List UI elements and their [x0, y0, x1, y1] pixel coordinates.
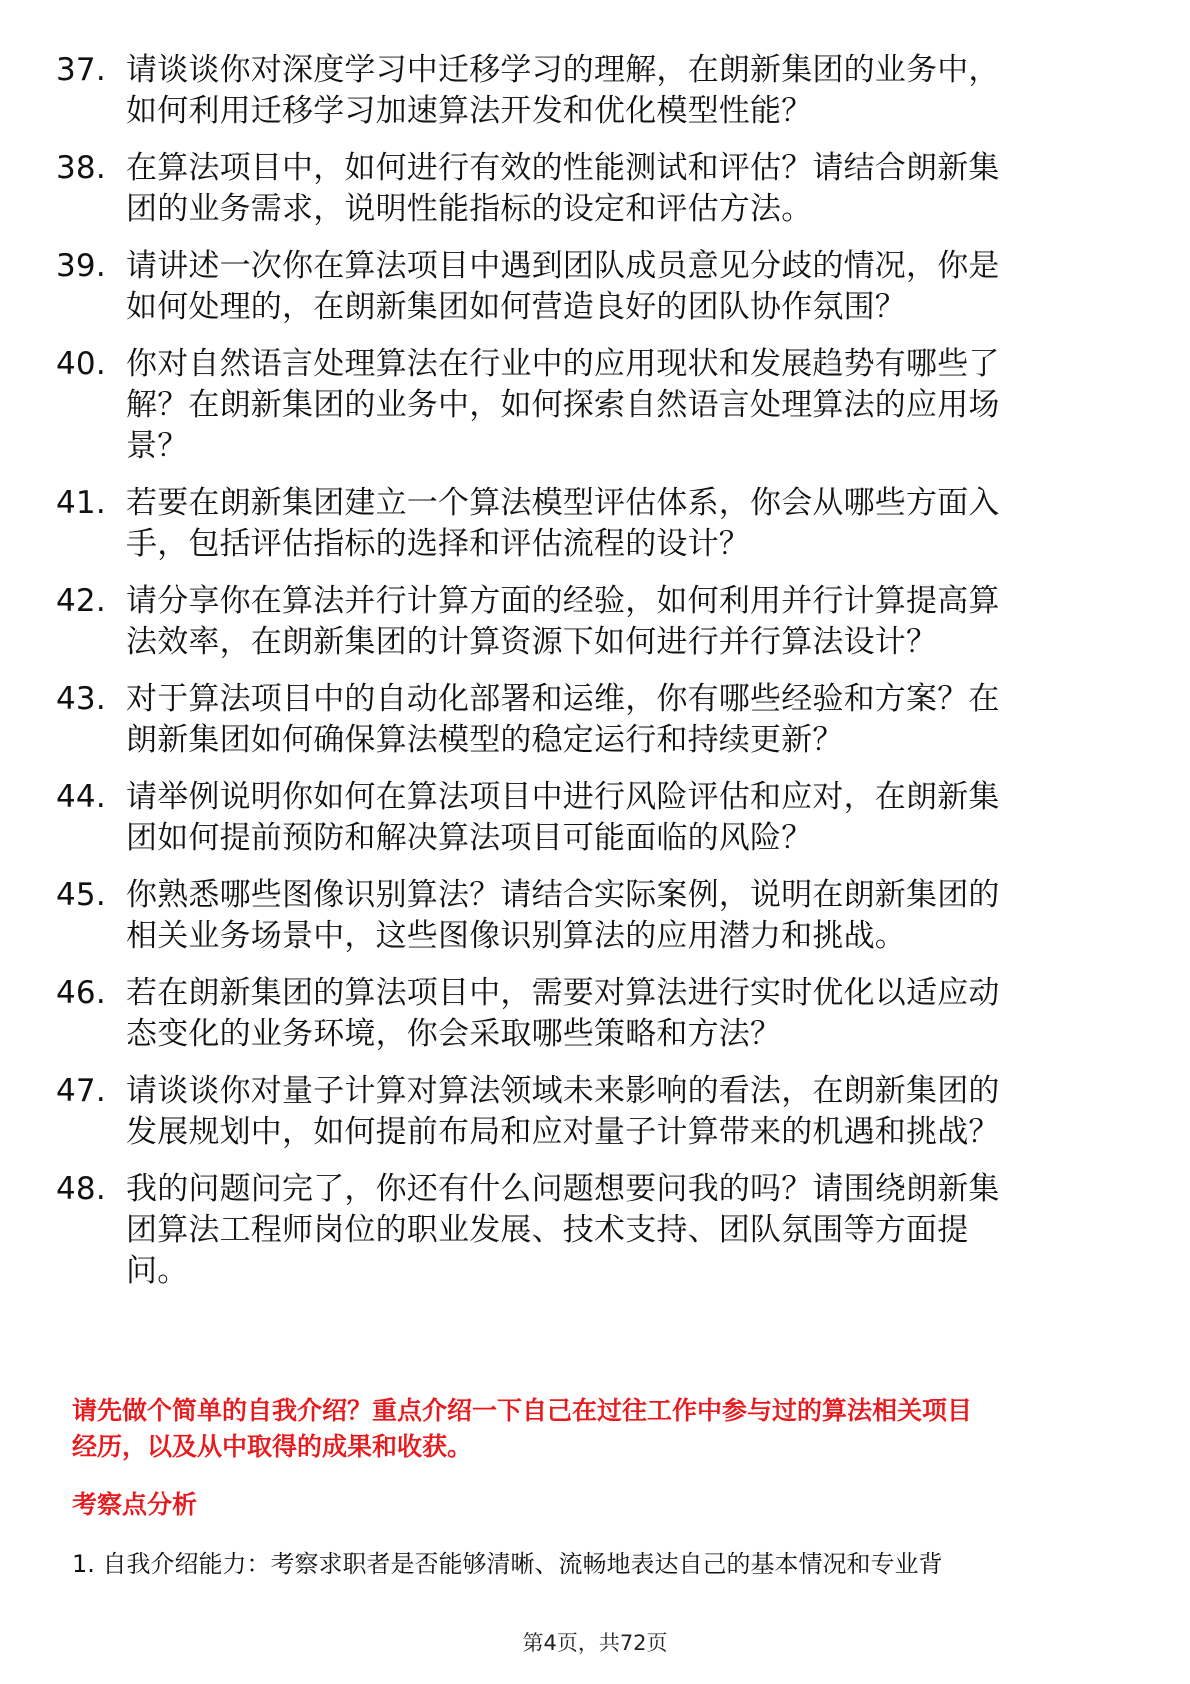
question-number: 37. [56, 52, 106, 88]
question-line: 你熟悉哪些图像识别算法？请结合实际案例，说明在朗新集团的 [126, 877, 1000, 913]
question-number: 38. [56, 150, 106, 186]
question-number: 41. [56, 485, 106, 521]
question-item-46 [56, 973, 1116, 1055]
question-item-43 [56, 679, 1116, 761]
question-line: 若要在朗新集团建立一个算法模型评估体系，你会从哪些方面入 [126, 485, 1000, 521]
question-line: 如何处理的，在朗新集团如何营造良好的团队协作氛围？ [126, 289, 906, 325]
question-line: 若在朗新集团的算法项目中，需要对算法进行实时优化以适应动 [126, 975, 1000, 1011]
question-number: 48. [56, 1171, 106, 1207]
question-item-47 [56, 1071, 1116, 1153]
question-item-41 [56, 483, 1116, 565]
question-line: 景？ [126, 428, 189, 464]
question-item-45 [56, 875, 1116, 957]
question-line: 解？在朗新集团的业务中，如何探索自然语言处理算法的应用场 [126, 387, 1000, 423]
question-number: 39. [56, 248, 106, 284]
question-line: 请谈谈你对深度学习中迁移学习的理解，在朗新集团的业务中， [126, 52, 1000, 88]
analysis-heading: 考察点分析 [72, 1490, 198, 1519]
question-number: 44. [56, 779, 106, 815]
question-line: 法效率，在朗新集团的计算资源下如何进行并行算法设计？ [126, 624, 938, 660]
featured-question-line: 经历，以及从中取得的成果和收获。 [72, 1432, 473, 1461]
question-line: 请谈谈你对量子计算对算法领域未来影响的看法，在朗新集团的 [126, 1073, 1000, 1109]
question-number: 42. [56, 583, 106, 619]
question-line: 发展规划中，如何提前布局和应对量子计算带来的机遇和挑战？ [126, 1114, 1000, 1150]
page-number: 第4页，共72页 [522, 1631, 668, 1655]
question-item-39 [56, 246, 1116, 328]
question-number: 45. [56, 877, 106, 913]
question-item-37 [56, 50, 1116, 132]
question-line: 团的业务需求，说明性能指标的设定和评估方法。 [126, 191, 813, 227]
question-line: 我的问题问完了，你还有什么问题想要问我的吗？请围绕朗新集 [126, 1171, 1000, 1207]
question-line: 请举例说明你如何在算法项目中进行风险评估和应对，在朗新集 [126, 779, 1000, 815]
question-number: 43. [56, 681, 106, 717]
question-line: 问。 [126, 1253, 189, 1289]
question-line: 态变化的业务环境，你会采取哪些策略和方法？ [126, 1016, 782, 1052]
question-item-48 [56, 1169, 1116, 1292]
question-line: 如何利用迁移学习加速算法开发和优化模型性能？ [126, 93, 813, 129]
featured-question-line: 请先做个简单的自我介绍？重点介绍一下自己在过往工作中参与过的算法相关项目 [72, 1396, 973, 1425]
question-line: 请讲述一次你在算法项目中遇到团队成员意见分歧的情况，你是 [126, 248, 1000, 284]
question-item-40 [56, 344, 1116, 467]
question-list [56, 50, 1116, 1308]
question-number: 46. [56, 975, 106, 1011]
question-line: 团如何提前预防和解决算法项目可能面临的风险？ [126, 820, 813, 856]
question-line: 手，包括评估指标的选择和评估流程的设计？ [126, 526, 750, 562]
featured-question [72, 1393, 1122, 1465]
question-line: 请分享你在算法并行计算方面的经验，如何利用并行计算提高算 [126, 583, 1000, 619]
question-item-38 [56, 148, 1116, 230]
question-number: 40. [56, 346, 106, 382]
analysis-item-1: 1. 自我介绍能力：考察求职者是否能够清晰、流畅地表达自己的基本情况和专业背 [72, 1550, 943, 1578]
question-line: 在算法项目中，如何进行有效的性能测试和评估？请结合朗新集 [126, 150, 1000, 186]
question-number: 47. [56, 1073, 106, 1109]
question-line: 你对自然语言处理算法在行业中的应用现状和发展趋势有哪些了 [126, 346, 1000, 382]
question-line: 相关业务场景中，这些图像识别算法的应用潜力和挑战。 [126, 918, 906, 954]
question-item-44 [56, 777, 1116, 859]
question-line: 朗新集团如何确保算法模型的稳定运行和持续更新？ [126, 722, 844, 758]
question-line: 对于算法项目中的自动化部署和运维，你有哪些经验和方案？在 [126, 681, 1000, 717]
question-line: 团算法工程师岗位的职业发展、技术支持、团队氛围等方面提 [126, 1212, 969, 1248]
question-item-42 [56, 581, 1116, 663]
